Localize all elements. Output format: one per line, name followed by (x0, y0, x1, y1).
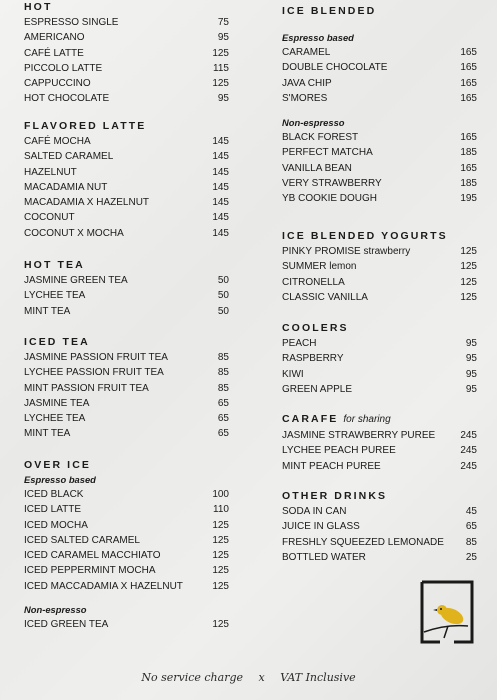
item-name (282, 244, 410, 259)
item-price: 195 (460, 193, 477, 205)
item-price: 125 (212, 519, 229, 531)
item-name (282, 91, 327, 106)
item-name (24, 381, 149, 396)
item-price: 145 (212, 181, 229, 193)
item-price: 145 (212, 166, 229, 178)
section-iced-tea (24, 335, 229, 442)
item-price: 145 (212, 212, 229, 224)
item-name (282, 336, 316, 351)
item-name (24, 180, 107, 195)
item-name-text: PERFECT MATCHA (282, 147, 373, 159)
item-name-text: SUMMER (282, 261, 327, 273)
item-name-text: JUICE IN GLASS (282, 521, 360, 533)
menu-item (24, 411, 229, 426)
section-title: ICE BLENDED YOGURTS (282, 230, 448, 242)
item-name (282, 275, 345, 290)
item-name-text: DOUBLE CHOCOLATE (282, 62, 388, 74)
section-title: OVER ICE (24, 459, 91, 471)
item-name (282, 161, 352, 176)
item-name-text: CAFÉ MOCHA (24, 136, 91, 147)
item-name-text: MINT PASSION FRUIT TEA (24, 382, 149, 394)
item-name-text: ICED MACCADAMIA X HAZELNUT (24, 580, 183, 592)
item-name-text: YB COOKIE DOUGH (282, 193, 378, 205)
item-name (24, 426, 70, 441)
item-name-text: VANILLA BEAN (282, 162, 352, 174)
item-name-text: COCONUT X MOCHA (24, 227, 124, 239)
item-name (24, 165, 77, 180)
item-list (282, 504, 477, 565)
bird-on-branch-logo (418, 580, 476, 646)
item-price: 50 (217, 305, 229, 317)
menu-item (282, 519, 477, 534)
menu-item (24, 350, 229, 365)
item-list (282, 336, 477, 397)
menu-item (24, 30, 229, 45)
item-price: 85 (217, 352, 229, 363)
item-name (24, 210, 75, 225)
item-price: 165 (460, 47, 477, 58)
item-price: 145 (212, 136, 229, 147)
item-name-text: MINT TEA (24, 428, 71, 440)
menu-item (282, 535, 477, 550)
item-list (24, 273, 229, 319)
item-name (24, 411, 85, 426)
item-price: 165 (460, 132, 477, 144)
item-price: 85 (217, 382, 229, 394)
item-name (282, 60, 387, 75)
item-price: 125 (460, 276, 477, 288)
item-price: 75 (217, 17, 229, 28)
item-list (282, 130, 477, 206)
subhead-non-espresso: Non-espresso (282, 117, 345, 129)
menu-item (24, 579, 229, 594)
item-price: 25 (465, 551, 477, 563)
menu-item (24, 502, 229, 517)
carafe-note: for sharing (343, 414, 391, 425)
section-title: FLAVORED LATTE (24, 120, 147, 132)
menu-item (24, 304, 229, 319)
section-title: COOLERS (282, 322, 349, 334)
item-price: 125 (212, 619, 229, 631)
item-list (282, 45, 477, 106)
footer-vat: VAT Inclusive (280, 671, 356, 684)
item-name (282, 191, 377, 206)
menu-item (282, 550, 477, 565)
item-name-text: CLASSIC VANILLA (282, 291, 368, 303)
item-flavor-note: lemon (329, 261, 357, 273)
menu-item (24, 134, 229, 149)
item-name-text: PICCOLO LATTE (24, 62, 103, 74)
menu-item (24, 61, 229, 76)
item-name (24, 149, 113, 164)
item-price: 95 (465, 353, 477, 365)
item-price: 65 (217, 428, 229, 440)
item-name-text: AMERICANO (24, 32, 85, 44)
item-name (24, 365, 164, 380)
menu-item (24, 365, 229, 380)
item-price: 125 (460, 291, 477, 303)
item-name (282, 459, 381, 474)
item-name (24, 548, 161, 563)
item-name-text: MACADAMIA X HAZELNUT (24, 197, 150, 209)
item-price: 95 (465, 368, 477, 380)
item-price: 245 (460, 445, 477, 457)
item-name-text: JASMINE PASSION FRUIT TEA (24, 352, 168, 363)
item-name-text: KIWI (282, 368, 304, 380)
item-name (282, 176, 382, 191)
menu-item (24, 91, 229, 106)
item-price: 145 (212, 197, 229, 209)
footer-service-charge: No service charge (141, 671, 243, 684)
section-other-drinks (282, 489, 477, 565)
item-name-text: ICED MOCHA (24, 519, 88, 531)
item-name-text: HAZELNUT (24, 166, 77, 178)
item-name-text: ICED BLACK (24, 489, 84, 500)
menu-item (24, 381, 229, 396)
item-price: 125 (460, 246, 477, 257)
item-price: 185 (460, 147, 477, 159)
item-name-text: PINKY PROMISE (282, 246, 361, 257)
item-name (282, 45, 330, 60)
menu-item (24, 273, 229, 288)
section-over-ice (24, 458, 229, 632)
menu-item (282, 76, 477, 91)
section-hot-tea (24, 258, 229, 319)
carafe-title: CARAFE (282, 413, 339, 425)
item-name-text: CARAMEL (282, 47, 331, 58)
item-name-text: LYCHEE PEACH PUREE (282, 445, 396, 457)
menu-item (24, 396, 229, 411)
item-price: 85 (217, 367, 229, 379)
item-price: 50 (217, 275, 229, 286)
item-name (282, 504, 346, 519)
subhead-non-espresso: Non-espresso (24, 604, 87, 616)
item-price: 165 (460, 162, 477, 174)
item-name-text: LYCHEE PASSION FRUIT TEA (24, 367, 164, 379)
subhead-espresso-based: Espresso based (282, 32, 354, 43)
item-name (24, 273, 128, 288)
item-name-text: S'MORES (282, 92, 328, 104)
item-name (282, 290, 368, 305)
section-carafe (282, 412, 477, 474)
menu-item (282, 244, 477, 259)
menu-item (24, 15, 229, 30)
item-name (24, 15, 118, 30)
menu-item (282, 382, 477, 397)
section-coolers (282, 321, 477, 397)
item-name-text: RASPBERRY (282, 353, 344, 365)
menu-item (24, 288, 229, 303)
item-price: 125 (212, 534, 229, 546)
item-price: 100 (212, 489, 229, 500)
item-name-text: ICED CARAMEL MACCHIATO (24, 550, 161, 562)
menu-item (24, 533, 229, 548)
item-price: 145 (212, 227, 229, 239)
item-name-text: BOTTLED WATER (282, 551, 366, 563)
item-price: 165 (460, 92, 477, 104)
item-name (282, 130, 358, 145)
item-list (282, 428, 477, 474)
item-name (24, 46, 84, 61)
item-name (24, 350, 168, 365)
item-name (24, 487, 83, 502)
item-price: 95 (217, 32, 229, 44)
item-price: 185 (460, 178, 477, 190)
menu-item (282, 428, 477, 443)
subhead-espresso-based: Espresso based (24, 474, 96, 485)
item-name (24, 195, 149, 210)
item-name-text: VERY STRAWBERRY (282, 178, 382, 190)
item-name-text: COCONUT (24, 212, 75, 224)
item-name-text: HOT CHOCOLATE (24, 93, 110, 105)
menu-item (282, 60, 477, 75)
item-name-text: SALTED CARAMEL (24, 151, 114, 163)
item-price: 145 (212, 151, 229, 163)
item-price: 50 (217, 290, 229, 302)
item-name (24, 563, 156, 578)
section-title (282, 412, 477, 427)
item-list (24, 617, 229, 632)
item-list (24, 134, 229, 241)
item-name-text: ICED GREEN TEA (24, 619, 109, 631)
item-name (282, 145, 373, 160)
item-name (282, 550, 366, 565)
item-name-text: PEACH (282, 338, 317, 349)
item-name (24, 226, 124, 241)
item-price: 45 (465, 506, 477, 517)
item-name (24, 579, 183, 594)
item-name (24, 533, 140, 548)
item-name-text: ICED SALTED CARAMEL (24, 534, 140, 546)
item-name (282, 259, 356, 274)
menu-item (282, 290, 477, 305)
item-list (24, 15, 229, 107)
menu-item (282, 191, 477, 206)
item-price: 165 (460, 62, 477, 74)
item-name-text: CAPPUCCINO (24, 78, 91, 90)
item-price: 95 (217, 93, 229, 105)
menu-item (282, 275, 477, 290)
item-price: 125 (212, 550, 229, 562)
section-flavored-latte (24, 119, 229, 241)
item-name (282, 443, 396, 458)
item-name-text: ICED LATTE (24, 504, 82, 516)
menu-item (282, 351, 477, 366)
item-name (24, 134, 91, 149)
menu-item (282, 130, 477, 145)
section-title: HOT (24, 1, 53, 13)
item-name-text: CITRONELLA (282, 276, 345, 288)
item-name-text: JASMINE GREEN TEA (24, 275, 128, 286)
item-name-text: ESPRESSO SINGLE (24, 17, 119, 28)
item-name (282, 382, 352, 397)
item-list (24, 487, 229, 594)
item-name-text: JASMINE STRAWBERRY PUREE (282, 430, 436, 441)
footer-note (0, 671, 497, 684)
menu-item (24, 46, 229, 61)
item-price: 125 (460, 261, 477, 273)
item-price: 115 (213, 62, 229, 74)
menu-item (24, 426, 229, 441)
menu-item (282, 443, 477, 458)
item-name-text: JAVA CHIP (282, 77, 332, 89)
item-price: 125 (212, 565, 229, 577)
menu-item (282, 176, 477, 191)
menu-item (24, 165, 229, 180)
item-name-text: GREEN APPLE (282, 383, 353, 395)
item-name (282, 519, 360, 534)
item-price: 95 (465, 338, 477, 349)
item-name (282, 351, 344, 366)
section-title: ICED TEA (24, 336, 90, 348)
menu-item (24, 149, 229, 164)
footer-separator: x (258, 671, 265, 684)
item-price: 245 (460, 460, 477, 472)
item-name-text: LYCHEE TEA (24, 413, 86, 425)
menu-item (24, 487, 229, 502)
item-price: 125 (212, 580, 229, 592)
item-name (24, 288, 85, 303)
item-name (282, 76, 332, 91)
item-name-text: FRESHLY SQUEEZED LEMONADE (282, 536, 444, 548)
menu-item (24, 210, 229, 225)
item-price: 125 (212, 47, 229, 59)
item-list (24, 350, 229, 442)
menu-item (282, 91, 477, 106)
item-price: 245 (460, 430, 477, 441)
menu-item (24, 563, 229, 578)
item-name (24, 30, 85, 45)
item-name (282, 367, 304, 382)
section-hot (24, 0, 229, 107)
menu-item (282, 504, 477, 519)
item-name-text: BLACK FOREST (282, 132, 359, 144)
item-flavor-note: strawberry (363, 246, 411, 257)
item-name-text: MINT TEA (24, 305, 71, 317)
item-name (24, 91, 109, 106)
item-name (24, 502, 81, 517)
menu-item (24, 226, 229, 241)
section-title: ICE BLENDED (282, 5, 377, 17)
item-price: 85 (465, 536, 477, 548)
menu-item (282, 336, 477, 351)
menu-item (24, 518, 229, 533)
item-name-text: LYCHEE TEA (24, 290, 86, 302)
section-title: OTHER DRINKS (282, 490, 388, 502)
menu-item (282, 459, 477, 474)
item-list (282, 244, 477, 305)
menu-item (282, 259, 477, 274)
item-name (24, 518, 88, 533)
item-price: 165 (460, 77, 477, 89)
menu-item (282, 145, 477, 160)
item-name-text: JASMINE TEA (24, 397, 90, 409)
item-price: 110 (213, 504, 229, 516)
item-price: 95 (465, 383, 477, 395)
menu-item (282, 161, 477, 176)
item-name (282, 535, 444, 550)
item-name (24, 396, 89, 411)
item-name-text: SODA IN CAN (282, 506, 347, 517)
item-price: 125 (212, 78, 229, 90)
item-price: 65 (465, 521, 477, 533)
item-name (24, 76, 91, 91)
menu-item (24, 180, 229, 195)
item-price: 65 (217, 397, 229, 409)
menu-item (24, 76, 229, 91)
item-name (24, 304, 70, 319)
item-price: 65 (217, 413, 229, 425)
section-title: HOT TEA (24, 259, 85, 271)
item-name-text: CAFÉ LATTE (24, 47, 84, 59)
menu-item (24, 548, 229, 563)
menu-item (282, 367, 477, 382)
section-ice-blended-yogurts (282, 229, 477, 305)
menu-item (24, 617, 229, 632)
item-name-text: MINT PEACH PUREE (282, 460, 381, 472)
item-name (282, 428, 435, 443)
section-ice-blended (282, 4, 477, 207)
menu-item (24, 195, 229, 210)
item-name (24, 61, 102, 76)
item-name-text: ICED PEPPERMINT MOCHA (24, 565, 156, 577)
item-name (24, 617, 108, 632)
item-name-text: MACADAMIA NUT (24, 181, 108, 193)
menu-item (282, 45, 477, 60)
